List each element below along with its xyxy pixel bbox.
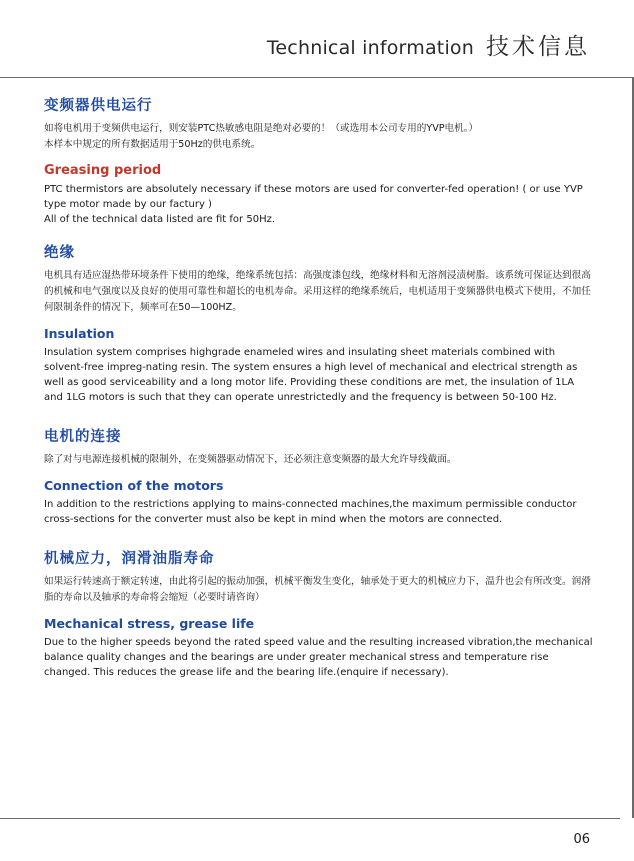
connection-heading-en: Connection of the motors (44, 478, 224, 493)
insulation-body-cn: 电机具有适应湿热带环境条件下使用的绝缘，绝缘系统包括：高强度漆包线，绝缘材料和无溶剂浸渍树脂。该系统可保证达到很高的机械和电气强度以及良好的使用可靠性和超长的电机寿命。采用这样的绝缘系统后，电机适用于变频器供电模式下使用，不加任何限制条件的情况下，频率可在50—100HZ。 (44, 270, 591, 313)
converter-body-cn-1: 如将电机用于变频供电运行，则安装PTC热敏感电阻是绝对必要的！（或选用本公司专用的YVP电机。） (44, 123, 479, 134)
connection-body-en: In addition to the restrictions applying to mains-connected machines,the maximum permissible conductor cross-sections for the converter must also be kept in mind when the motors are connected. (44, 499, 577, 525)
mechanical-body-cn: 如果运行转速高于额定转速，由此将引起的振动加强，机械平衡发生变化，轴承处于更大的机械应力下，温升也会有所改变。润滑脂的寿命以及轴承的寿命将会缩短（必要时请咨询） (44, 576, 591, 603)
converter-body-cn-2: 本样本中规定的所有数据适用于50Hz的供电系统。 (44, 139, 261, 150)
converter-body-en-2: All of the technical data listed are fit for 50Hz. (44, 214, 276, 225)
section-insulation (44, 241, 596, 405)
page-number: 06 (573, 832, 590, 847)
insulation-heading-cn: 绝缘 (44, 245, 75, 261)
connection-body-cn: 除了对与电源连接机械的限制外，在变频器驱动情况下，还必须注意变频器的最大允许导线截面。 (44, 454, 457, 465)
mechanical-heading-cn: 机械应力，润滑油脂寿命 (44, 551, 215, 567)
footer-rule (0, 818, 620, 819)
page-header-title (267, 28, 590, 61)
converter-body-en-1: PTC thermistors are absolutely necessary if these motors are used for converter-fed operation! ( or use YVP type motor made by our factury ) (44, 184, 583, 210)
mechanical-heading-en: Mechanical stress, grease life (44, 616, 255, 631)
header-title-cn: 技术信息 (486, 34, 590, 60)
header-rule (0, 77, 634, 78)
mechanical-body-en: Due to the higher speeds beyond the rated speed value and the resulting increased vibration,the mechanical balance quality changes and the bearings are under greater mechanical stress and temperature rise changed. This reduces the grease life and the bearing life.(enquire if necessary). (44, 637, 593, 678)
main-content (44, 94, 596, 680)
connection-heading-cn: 电机的连接 (44, 429, 122, 445)
converter-heading-en: Greasing period (44, 163, 162, 178)
section-connection (44, 425, 596, 527)
section-converter (44, 94, 596, 227)
header-title-en: Technical information (266, 37, 474, 59)
insulation-body-en: Insulation system comprises highgrade enameled wires and insulating sheet materials combined with solvent-free impreg-nating resin. The system ensures a high level of mechanical and electrical strength as well as good serviceability and a long motor life. Providing these conditions are met, the insulation of 1LA and 1LG motors is such that they can operate unrestrictedly and the frequency is between 50-100 Hz. (44, 347, 578, 403)
section-mechanical (44, 547, 596, 680)
insulation-heading-en: Insulation (44, 326, 115, 341)
converter-heading-cn: 变频器供电运行 (44, 98, 153, 114)
